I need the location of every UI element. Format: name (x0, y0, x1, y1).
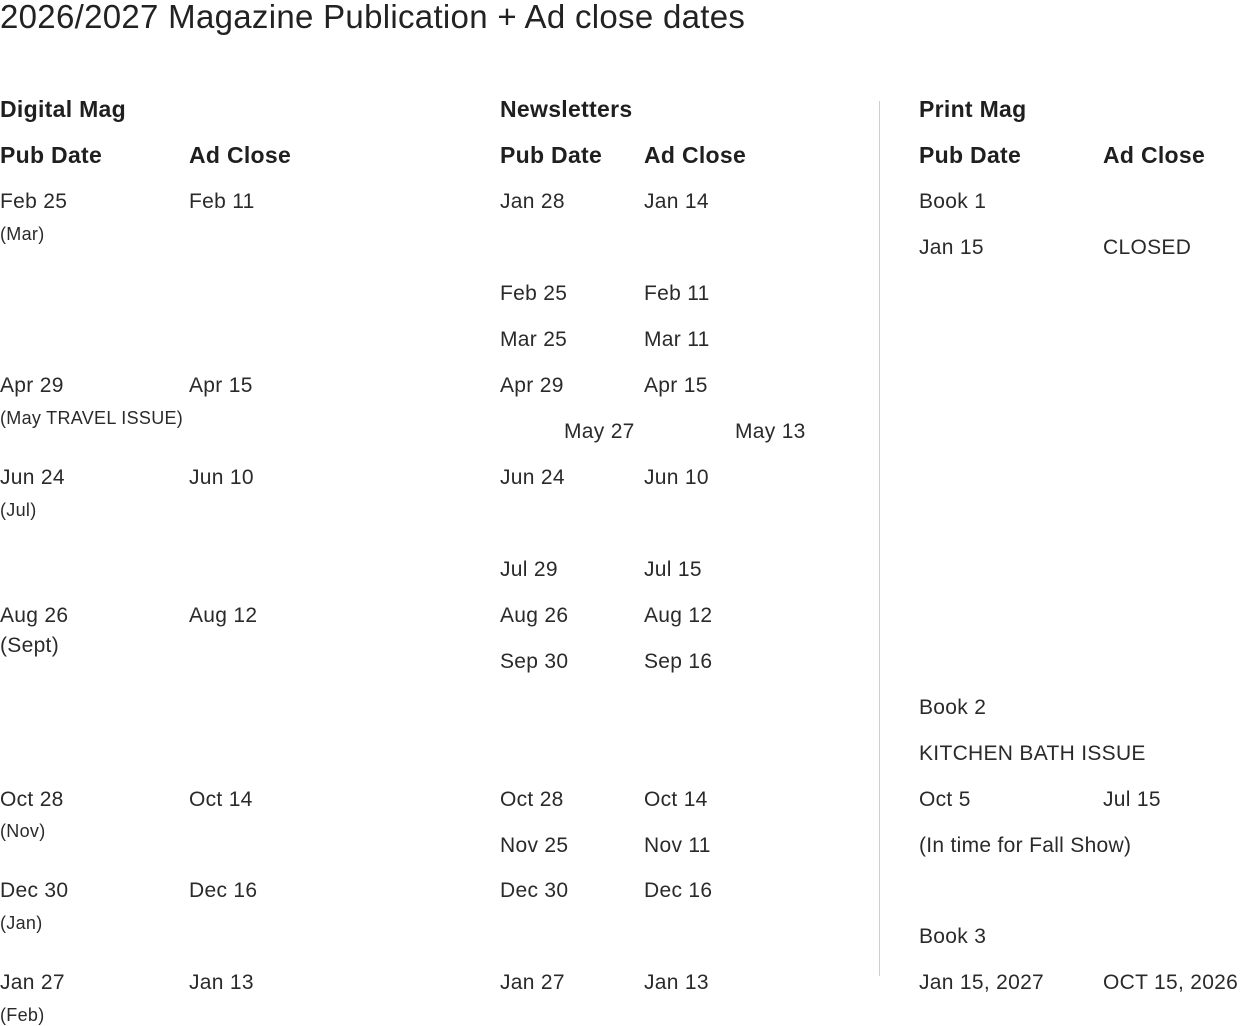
newsletter-ad-close: Jan 14 (644, 190, 709, 213)
book-1-ad-close: CLOSED (1103, 236, 1192, 259)
digital-ad-close: Feb 11 (189, 190, 255, 213)
newsletter-ad-close: Feb 11 (644, 282, 710, 305)
digital-issue-note: (May TRAVEL ISSUE) (0, 408, 184, 428)
digital-issue-note: (Mar) (0, 224, 45, 244)
digital-ad-close: Jan 13 (189, 971, 254, 994)
newsletter-ad-close-header: Ad Close (644, 142, 747, 168)
digital-pub-date: Jun 24 (0, 466, 65, 489)
book-2-label: Book 2 (919, 696, 987, 719)
newsletter-pub-date: Oct 28 (500, 788, 564, 811)
newsletter-pub-date-header: Pub Date (500, 142, 603, 168)
book-3-ad-close: OCT 15, 2026 (1103, 971, 1239, 994)
digital-pub-date: Jan 27 (0, 971, 65, 994)
digital-pub-date: Dec 30 (0, 879, 69, 902)
book-1-label: Book 1 (919, 190, 987, 213)
newsletters-heading: Newsletters (500, 96, 633, 122)
newsletter-pub-date: Jan 27 (500, 971, 565, 994)
book-3-label: Book 3 (919, 925, 987, 948)
newsletter-pub-date: May 27 (564, 420, 635, 443)
digital-issue-note: (Nov) (0, 821, 46, 841)
newsletter-pub-date: Aug 26 (500, 604, 569, 627)
newsletter-pub-date: Jan 28 (500, 190, 565, 213)
column-divider (879, 101, 880, 976)
digital-ad-close: Oct 14 (189, 788, 253, 811)
newsletter-pub-date: Dec 30 (500, 879, 569, 902)
book-3-pub-date: Jan 15, 2027 (919, 971, 1045, 994)
digital-ad-close: Jun 10 (189, 466, 254, 489)
digital-pub-date: Feb 25 (0, 190, 68, 213)
book-2-pub-date: Oct 5 (919, 788, 971, 811)
digital-issue-note: (Sept) (0, 634, 59, 657)
newsletter-ad-close: Dec 16 (644, 879, 713, 902)
newsletter-pub-date: Jul 29 (500, 558, 558, 581)
newsletter-ad-close: Apr 15 (644, 374, 708, 397)
newsletter-ad-close: Mar 11 (644, 328, 710, 351)
newsletter-ad-close: May 13 (735, 420, 806, 443)
newsletter-ad-close: Sep 16 (644, 650, 713, 673)
book-2-ad-close: Jul 15 (1103, 788, 1161, 811)
book-2-issue: KITCHEN BATH ISSUE (919, 742, 1146, 765)
newsletter-ad-close: Nov 11 (644, 834, 711, 857)
digital-pub-date: Apr 29 (0, 374, 64, 397)
newsletter-pub-date: Sep 30 (500, 650, 569, 673)
newsletter-ad-close: Oct 14 (644, 788, 708, 811)
newsletter-ad-close: Jun 10 (644, 466, 709, 489)
digital-mag-heading: Digital Mag (0, 96, 126, 122)
digital-ad-close: Apr 15 (189, 374, 253, 397)
newsletter-pub-date: Mar 25 (500, 328, 568, 351)
newsletter-pub-date: Nov 25 (500, 834, 569, 857)
digital-pub-date: Oct 28 (0, 788, 64, 811)
digital-issue-note: (Jan) (0, 913, 43, 933)
digital-ad-close: Aug 12 (189, 604, 258, 627)
newsletter-ad-close: Aug 12 (644, 604, 713, 627)
digital-pub-date-header: Pub Date (0, 142, 103, 168)
digital-ad-close-header: Ad Close (189, 142, 292, 168)
newsletter-pub-date: Feb 25 (500, 282, 568, 305)
newsletter-pub-date: Apr 29 (500, 374, 564, 397)
book-1-pub-date: Jan 15 (919, 236, 984, 259)
book-2-note: (In time for Fall Show) (919, 834, 1132, 857)
digital-issue-note: (Jul) (0, 500, 37, 520)
newsletter-ad-close: Jan 13 (644, 971, 709, 994)
newsletter-pub-date: Jun 24 (500, 466, 565, 489)
print-pub-date-header: Pub Date (919, 142, 1022, 168)
digital-pub-date: Aug 26 (0, 604, 69, 627)
print-mag-heading: Print Mag (919, 96, 1027, 122)
page-title: 2026/2027 Magazine Publication + Ad close dates (0, 0, 746, 35)
digital-issue-note: (Feb) (0, 1005, 45, 1025)
print-ad-close-header: Ad Close (1103, 142, 1206, 168)
newsletter-ad-close: Jul 15 (644, 558, 702, 581)
digital-ad-close: Dec 16 (189, 879, 258, 902)
